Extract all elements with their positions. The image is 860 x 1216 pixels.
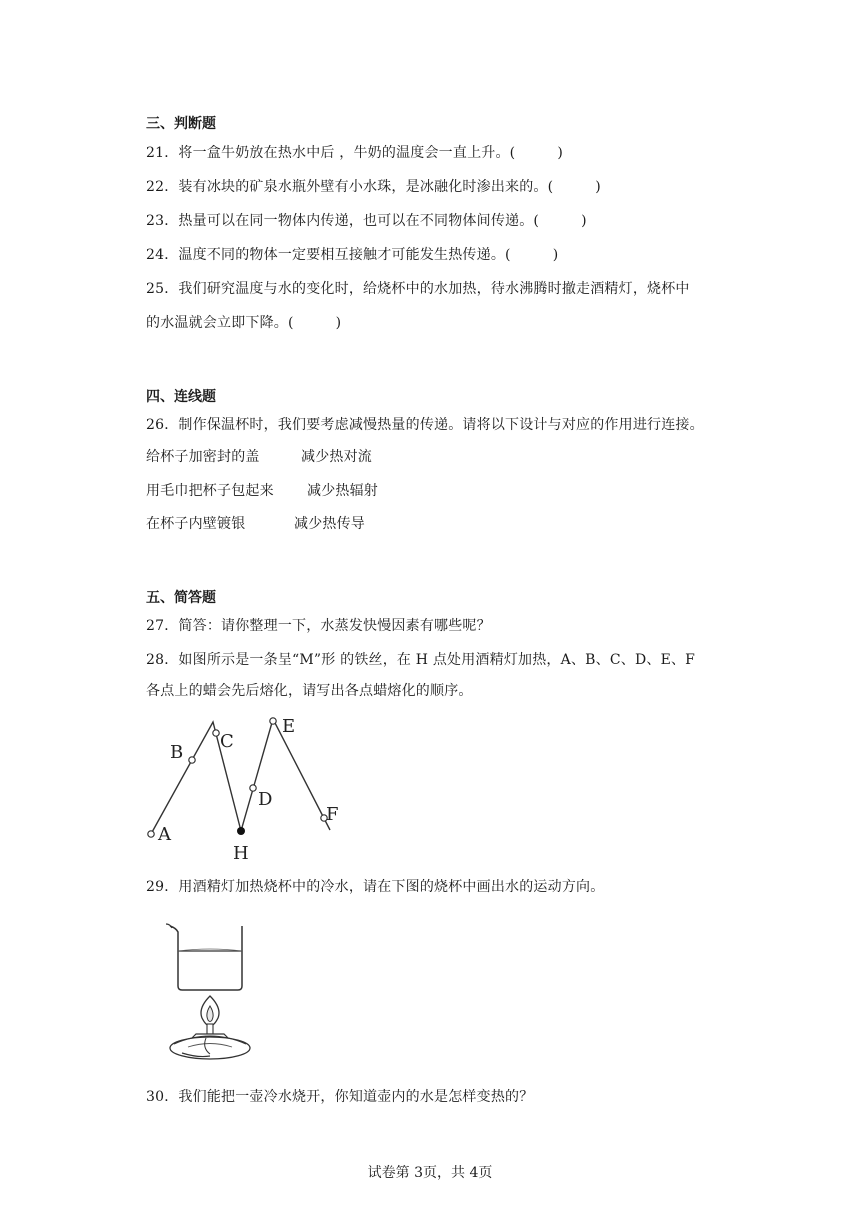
match-effect-1: 减少热对流 bbox=[301, 449, 372, 465]
question-number: 28． bbox=[146, 652, 179, 668]
question-text-cont: 的水温就会立即下降。( bbox=[146, 315, 294, 331]
answer-paren-close: ) bbox=[581, 213, 587, 229]
answer-paren-close: ) bbox=[335, 315, 342, 331]
question-25-continued bbox=[146, 312, 341, 332]
question-23 bbox=[146, 210, 587, 230]
question-24 bbox=[146, 244, 558, 264]
label-a: A bbox=[158, 824, 171, 845]
question-26 bbox=[146, 414, 704, 434]
question-22 bbox=[146, 176, 601, 196]
question-number: 22． bbox=[146, 179, 179, 195]
question-21 bbox=[146, 142, 563, 162]
question-text: 装有冰块的矿泉水瓶外壁有小水珠，是冰融化时渗出来的。( bbox=[178, 179, 554, 195]
label-b: B bbox=[170, 742, 184, 763]
question-text: 我们研究温度与水的变化时，给烧杯中的水加热，待水沸腾时撤走酒精灯，烧杯中 bbox=[178, 281, 690, 297]
beaker bbox=[166, 924, 242, 990]
question-28 bbox=[146, 649, 695, 669]
m-wire-figure bbox=[140, 708, 360, 863]
section-title-judge: 三、判断题 bbox=[146, 116, 216, 132]
label-h: H bbox=[233, 843, 249, 863]
label-e: E bbox=[282, 716, 296, 737]
question-29 bbox=[146, 876, 604, 896]
question-text: 热量可以在同一物体内传递，也可以在不同物体间传递。( bbox=[178, 213, 540, 229]
question-number: 26． bbox=[146, 417, 179, 433]
answer-paren-close: ) bbox=[552, 247, 559, 263]
point-b-marker bbox=[189, 757, 195, 763]
question-text: 温度不同的物体一定要相互接触才可能发生热传递。( bbox=[178, 247, 511, 263]
label-c: C bbox=[220, 731, 234, 752]
question-text: 用酒精灯加热烧杯中的冷水，请在下图的烧杯中画出水的运动方向。 bbox=[178, 879, 605, 895]
point-a-marker bbox=[148, 831, 154, 837]
match-design-2: 用毛巾把杯子包起来 bbox=[146, 483, 274, 499]
label-d: D bbox=[258, 789, 273, 810]
question-27 bbox=[146, 615, 491, 635]
section-title-match: 四、连线题 bbox=[146, 389, 216, 405]
label-f: F bbox=[326, 804, 339, 825]
section-title-short: 五、简答题 bbox=[146, 590, 216, 606]
point-c-marker bbox=[213, 730, 219, 736]
question-text: 将一盒牛奶放在热水中后 ，牛奶的温度会一直上升。( bbox=[178, 145, 516, 161]
question-text: 如图所示是一条呈“M”形 的铁丝，在 H 点处用酒精灯加热，A、B、C、D、E、F bbox=[178, 652, 696, 668]
question-number: 21． bbox=[146, 145, 179, 161]
m-wire bbox=[151, 719, 330, 834]
match-effect-3: 减少热传导 bbox=[294, 516, 365, 532]
match-effect-2: 减少热辐射 bbox=[307, 483, 378, 499]
question-28-continued: 各点上的蜡会先后熔化，请写出各点蜡熔化的顺序。 bbox=[146, 683, 473, 699]
question-number: 27． bbox=[146, 618, 179, 634]
match-design-1: 给杯子加密封的盖 bbox=[146, 449, 260, 465]
question-text: 我们能把一壶冷水烧开，你知道壶内的水是怎样变热的？ bbox=[178, 1089, 534, 1105]
question-number: 25． bbox=[146, 281, 179, 297]
question-number: 29． bbox=[146, 879, 179, 895]
beaker-lamp-figure bbox=[158, 916, 258, 1064]
alcohol-lamp bbox=[170, 996, 250, 1059]
answer-paren-close: ) bbox=[595, 179, 601, 195]
answer-paren-close: ) bbox=[557, 145, 564, 161]
question-30 bbox=[146, 1086, 533, 1106]
question-25 bbox=[146, 278, 690, 298]
question-text: 简答：请你整理一下，水蒸发快慢因素有哪些呢？ bbox=[178, 618, 491, 634]
question-text: 制作保温杯时，我们要考虑减慢热量的传递。请将以下设计与对应的作用进行连接。 bbox=[178, 417, 704, 433]
question-number: 24． bbox=[146, 247, 179, 263]
match-design-3: 在杯子内壁镀银 bbox=[146, 516, 246, 532]
point-d-marker bbox=[250, 785, 256, 791]
question-number: 23． bbox=[146, 213, 179, 229]
point-h-marker bbox=[237, 827, 245, 835]
question-number: 30． bbox=[146, 1089, 179, 1105]
page-footer: 试卷第 3页，共 4页 bbox=[367, 1165, 493, 1181]
point-e-marker bbox=[270, 718, 276, 724]
